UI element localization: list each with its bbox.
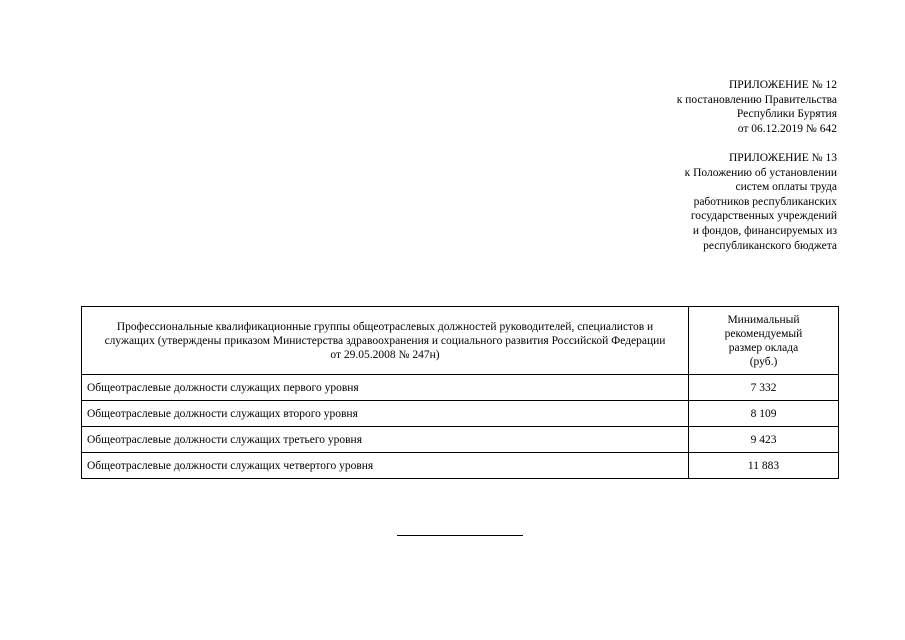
table-row <box>82 453 839 479</box>
row-salary-value: 9 423 <box>689 427 839 453</box>
footer-separator-line <box>397 535 523 536</box>
appendix-13-line-6: республиканского бюджета <box>703 239 837 252</box>
header-min-salary <box>689 307 839 375</box>
appendix-13-line-5: и фондов, финансируемых из <box>692 224 837 237</box>
header-min-salary-line-2: размер оклада <box>728 342 799 354</box>
appendix-13-line-4: государственных учреждений <box>690 210 837 223</box>
header-min-salary-line-3: (руб.) <box>749 356 778 368</box>
salary-table <box>81 306 839 479</box>
appendix-13-title: ПРИЛОЖЕНИЕ № 13 <box>728 152 837 164</box>
appendix-12-line-3: от 06.12.2019 № 642 <box>737 122 837 135</box>
appendix-12-header <box>577 78 837 136</box>
appendix-13-line-1: к Положению об установлении <box>684 166 837 179</box>
appendix-12-title: ПРИЛОЖЕНИЕ № 12 <box>728 79 837 91</box>
row-label: Общеотраслевые должности служащих третьего уровня <box>82 427 689 453</box>
appendix-13-header <box>577 151 837 253</box>
table-row <box>82 427 839 453</box>
row-label: Общеотраслевые должности служащих второго уровня <box>82 401 689 427</box>
row-label: Общеотраслевые должности служащих четвертого уровня <box>82 453 689 479</box>
appendix-12-line-2: Республики Бурятия <box>736 108 837 121</box>
row-salary-value: 11 883 <box>689 453 839 479</box>
appendix-12-line-1: к постановлению Правительства <box>676 93 837 106</box>
header-qualification-groups: Профессиональные квалификационные группы общеотраслевых должностей руководителей, специалистов и служащих (утверждены приказом Министерства здравоохранения и социального развития Российской Федерации от 29.05.2008 № 247н) <box>82 307 689 375</box>
header-min-salary-line-1: Минимальный рекомендуемый <box>724 314 803 340</box>
table-header-row <box>82 307 839 375</box>
row-salary-value: 8 109 <box>689 401 839 427</box>
row-salary-value: 7 332 <box>689 375 839 401</box>
appendix-13-line-2: систем оплаты труда <box>735 181 837 194</box>
appendix-13-line-3: работников республиканских <box>693 195 837 208</box>
table-row <box>82 401 839 427</box>
row-label: Общеотраслевые должности служащих первого уровня <box>82 375 689 401</box>
table-row <box>82 375 839 401</box>
